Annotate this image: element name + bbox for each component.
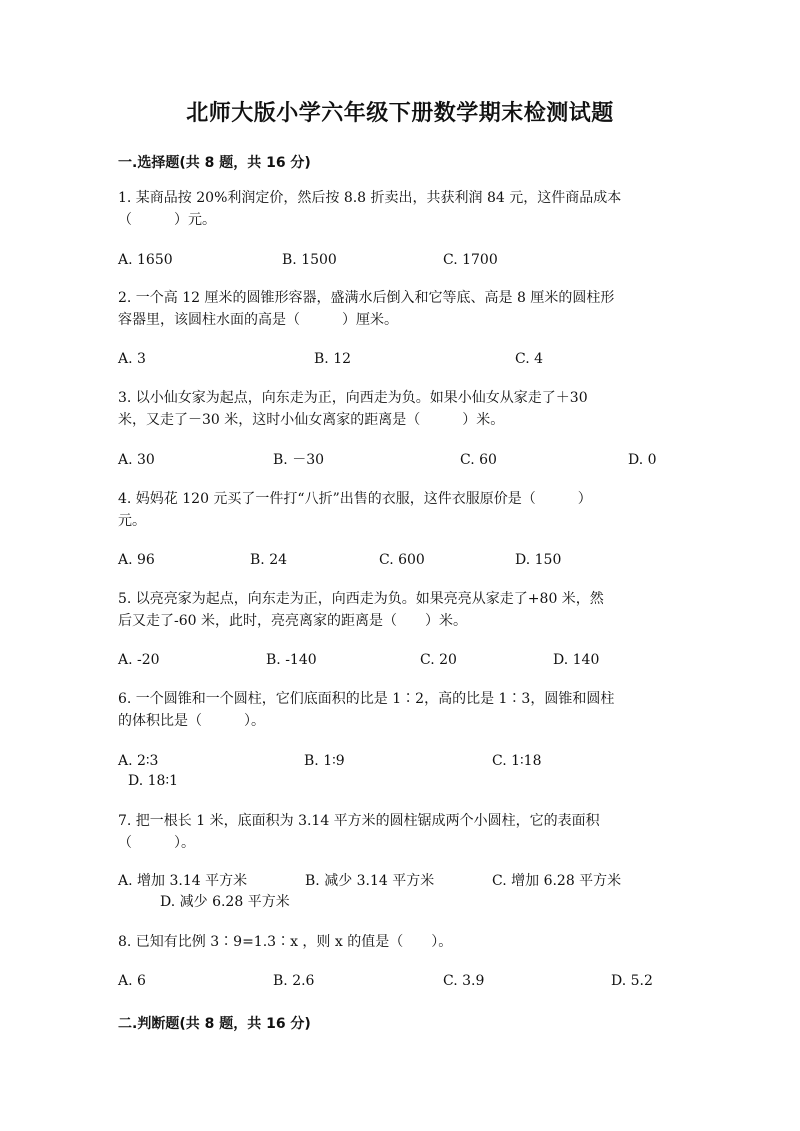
option-a: A. 3 xyxy=(118,351,146,367)
options-row xyxy=(118,871,678,891)
option-b: B. －30 xyxy=(273,452,325,468)
options-row xyxy=(118,971,678,991)
options-row xyxy=(118,751,678,771)
question-6 xyxy=(118,688,678,732)
question-text-line: 后又走了-60 米，此时，亮亮离家的距离是（ ）米。 xyxy=(118,613,467,629)
option-b: B. 1∶9 xyxy=(304,753,345,769)
option-a: A. 6 xyxy=(118,973,146,989)
question-text-line: 8. 已知有比例 3∶9=1.3∶x ，则 x 的值是（ ）。 xyxy=(118,934,453,950)
option-b: B. 12 xyxy=(314,351,352,367)
question-3 xyxy=(118,387,678,431)
option-c: C. 3.9 xyxy=(443,973,485,989)
option-d: D. 150 xyxy=(515,552,562,568)
option-b: B. 24 xyxy=(250,552,288,568)
question-text-line: （ ）元。 xyxy=(118,212,216,228)
question-text-line: 3. 以小仙女家为起点，向东走为正，向西走为负。如果小仙女从家走了＋30 xyxy=(118,390,588,406)
options-row xyxy=(118,650,678,670)
option-d: D. 0 xyxy=(628,452,657,468)
question-7 xyxy=(118,810,678,854)
options-row-wrap xyxy=(160,892,460,912)
question-text-line: 的体积比是（ ）。 xyxy=(118,713,265,729)
question-text-line: 容器里，该圆柱水面的高是（ ）厘米。 xyxy=(118,312,398,328)
question-text-line: 4. 妈妈花 120 元买了一件打“八折”出售的衣服，这件衣服原价是（ ） xyxy=(118,491,592,507)
option-c: C. 1∶18 xyxy=(492,753,542,769)
question-text-line: 米，又走了－30 米，这时小仙女离家的距离是（ ）米。 xyxy=(118,412,505,428)
option-a: A. 增加 3.14 平方米 xyxy=(118,873,248,889)
option-d: D. 18∶1 xyxy=(128,773,178,789)
options-row xyxy=(118,550,678,570)
option-a: A. -20 xyxy=(118,652,160,668)
options-row xyxy=(118,450,678,470)
option-c: C. 4 xyxy=(515,351,544,367)
option-d: D. 5.2 xyxy=(611,973,653,989)
option-d: D. 减少 6.28 平方米 xyxy=(160,894,290,910)
section-heading-choice: 一.选择题(共 8 题，共 16 分) xyxy=(118,155,311,171)
option-a: A. 30 xyxy=(118,452,155,468)
options-row xyxy=(118,250,678,270)
question-text-line: 1. 某商品按 20%利润定价，然后按 8.8 折卖出，共获利润 84 元，这件商品成本 xyxy=(118,190,622,206)
question-8 xyxy=(118,931,678,953)
option-d: D. 140 xyxy=(553,652,600,668)
options-row xyxy=(118,349,678,369)
question-4 xyxy=(118,488,678,532)
page-title: 北师大版小学六年级下册数学期末检测试题 xyxy=(186,101,614,126)
question-text-line: 7. 把一根长 1 米，底面积为 3.14 平方米的圆柱锯成两个小圆柱，它的表面积 xyxy=(118,813,600,829)
question-text-line: 5. 以亮亮家为起点，向东走为正，向西走为负。如果亮亮从家走了+80 米，然 xyxy=(118,591,604,607)
question-5 xyxy=(118,588,678,632)
option-b: B. 减少 3.14 平方米 xyxy=(305,873,435,889)
option-c: C. 20 xyxy=(420,652,457,668)
options-row-wrap xyxy=(128,771,328,791)
question-text-line: （ ）。 xyxy=(118,835,195,851)
section-heading-judgement: 二.判断题(共 8 题，共 16 分) xyxy=(118,1016,311,1032)
option-b: B. 1500 xyxy=(282,252,337,268)
question-text-line: 6. 一个圆锥和一个圆柱，它们底面积的比是 1∶2，高的比是 1∶3，圆锥和圆柱 xyxy=(118,691,615,707)
option-c: C. 600 xyxy=(379,552,425,568)
question-text-line: 元。 xyxy=(118,513,146,529)
option-b: B. -140 xyxy=(266,652,317,668)
question-text-line: 2. 一个高 12 厘米的圆锥形容器，盛满水后倒入和它等底、高是 8 厘米的圆柱形 xyxy=(118,290,615,306)
option-a: A. 96 xyxy=(118,552,155,568)
option-a: A. 1650 xyxy=(118,252,173,268)
option-a: A. 2∶3 xyxy=(118,753,159,769)
option-b: B. 2.6 xyxy=(273,973,315,989)
question-1 xyxy=(118,187,678,231)
question-2 xyxy=(118,287,678,331)
option-c: C. 1700 xyxy=(443,252,498,268)
option-c: C. 增加 6.28 平方米 xyxy=(492,873,622,889)
option-c: C. 60 xyxy=(460,452,497,468)
